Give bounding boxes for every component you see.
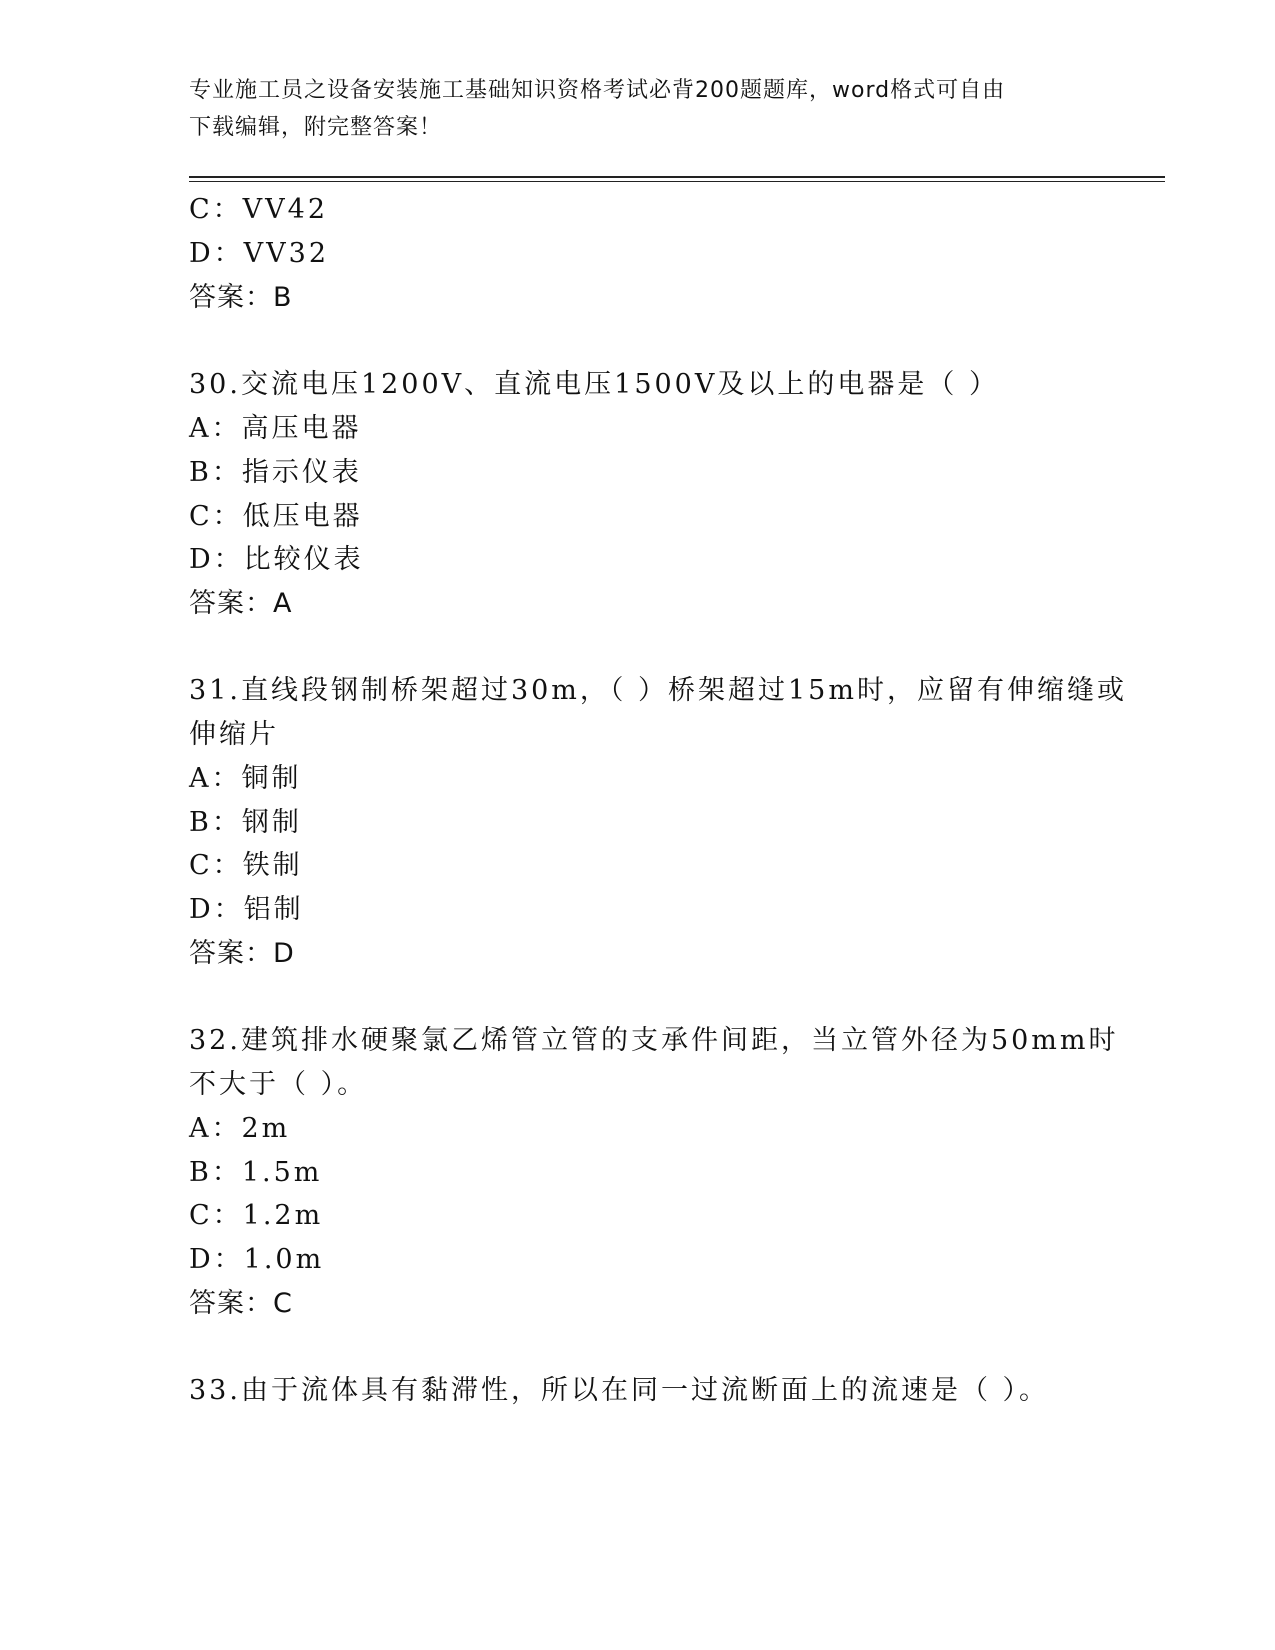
q32-question-line-2: 不大于（ ）。 [189,1069,368,1100]
q30-option-a: A：高压电器 [189,413,362,444]
q29-answer: 答案：B [189,282,293,313]
q31-answer: 答案：D [189,938,295,969]
q33-question: 33.由于流体具有黏滞性，所以在同一过流断面上的流速是（ ）。 [189,1375,1050,1406]
q32-option-c: C：1.2m [189,1200,324,1231]
header-rule-thick [189,176,1165,178]
q30-option-d: D：比较仪表 [189,544,364,575]
q32-question-line-1: 32.建筑排水硬聚氯乙烯管立管的支承件间距，当立管外径为50mm时 [189,1025,1119,1056]
q31-option-a: A：铜制 [189,763,302,794]
q30-answer: 答案：A [189,588,293,619]
q32-answer: 答案：C [189,1288,293,1319]
q32-option-b: B：1.5m [189,1157,323,1188]
header-title-line-2: 下载编辑，附完整答案！ [189,115,443,140]
q31-question-line-1: 31.直线段钢制桥架超过30m，（ ）桥架超过15m时，应留有伸缩缝或 [189,675,1127,706]
q31-question-line-2: 伸缩片 [189,719,279,750]
document-header [189,72,1089,146]
q30-option-c: C：低压电器 [189,501,363,532]
q31-option-d: D：铝制 [189,894,304,925]
q29-option-c: C：VV42 [189,194,329,225]
q32-option-a: A：2m [189,1113,291,1144]
q32-option-d: D：1.0m [189,1244,325,1275]
header-title-line-1: 专业施工员之设备安装施工基础知识资格考试必背200题题库，word格式可自由 [189,78,1006,103]
q29-option-d: D：VV32 [189,238,330,269]
q31-option-b: B：钢制 [189,807,302,838]
q30-option-b: B：指示仪表 [189,457,362,488]
header-rule-thin [189,181,1165,182]
q30-question: 30.交流电压1200V、直流电压1500V及以上的电器是（ ） [189,369,999,400]
q31-option-c: C：铁制 [189,850,303,881]
